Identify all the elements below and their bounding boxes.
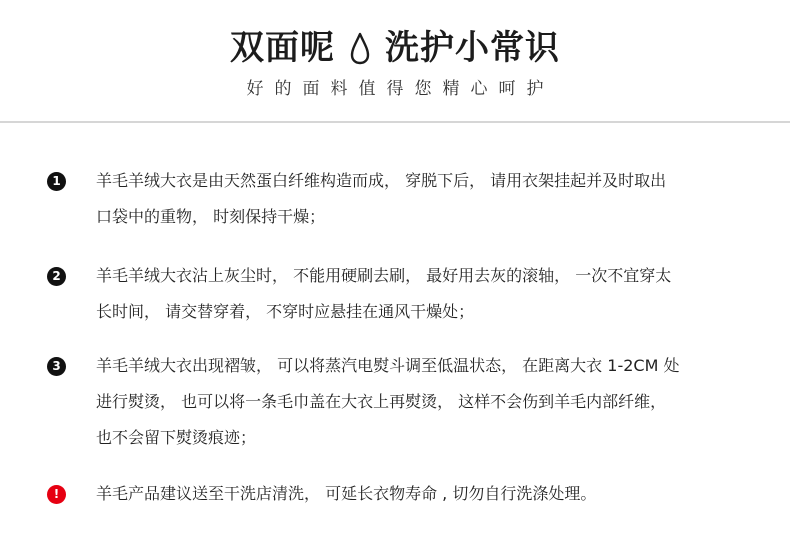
title-right: 洗护小常识	[385, 28, 560, 68]
subtitle: 好的面料值得您精心呵护	[246, 79, 555, 99]
item-text: 羊毛羊绒大衣出现褶皱， 可以将蒸汽电熨斗调至低温状态， 在距离大衣 1-2CM 处 进行熨烫， 也可以将一条毛巾盖在大衣上再熨烫， 这样不会伤到羊毛内部纤维， 也不会留下熨烫痕迹；	[96, 356, 680, 447]
header	[0, 0, 790, 122]
header-divider	[0, 121, 790, 123]
number-badge: 1	[47, 172, 66, 191]
number-badge: 2	[47, 267, 66, 286]
alert-icon: !	[47, 485, 66, 504]
item-text: 羊毛羊绒大衣沾上灰尘时， 不能用硬刷去刷， 最好用去灰的滚轴， 一次不宜穿太 长时间， 请交替穿着， 不穿时应悬挂在通风干燥处；	[96, 266, 672, 321]
title-row	[0, 28, 790, 68]
title-left: 双面呢	[230, 28, 335, 68]
number-badge: 3	[47, 357, 66, 376]
item-text: 羊毛羊绒大衣是由天然蛋白纤维构造而成， 穿脱下后， 请用衣架挂起并及时取出 口袋中的重物， 时刻保持干燥；	[96, 171, 667, 226]
item-text: 羊毛产品建议送至干洗店清洗， 可延长衣物寿命 , 切勿自行洗涤处理。	[96, 484, 597, 503]
water-drop-icon	[349, 31, 371, 65]
